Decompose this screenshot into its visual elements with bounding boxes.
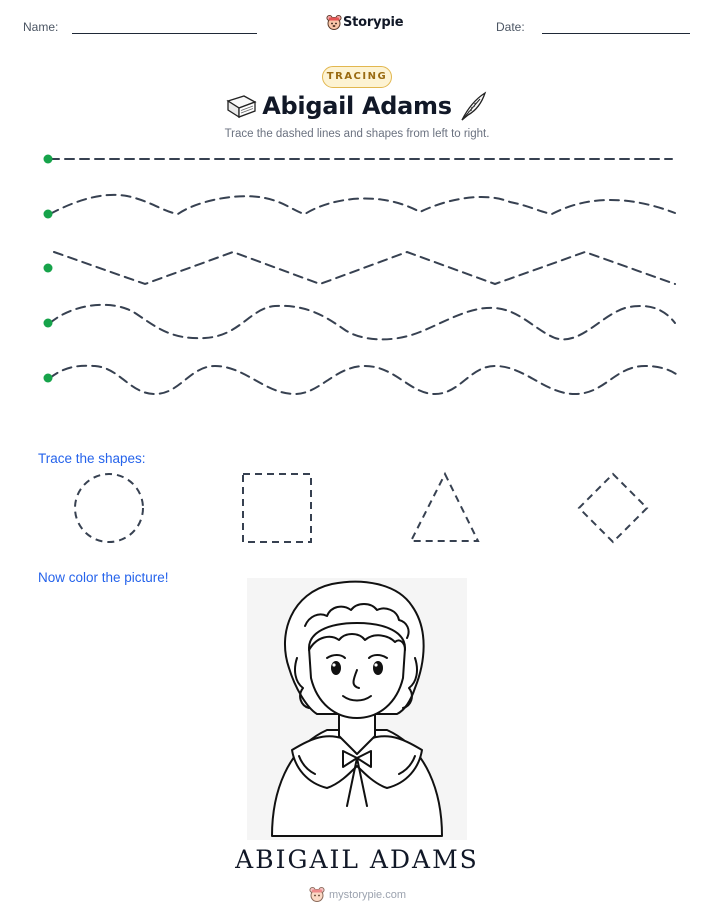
book-icon [224,93,258,121]
tracing-lines-area [0,140,714,400]
abigail-adams-portrait [247,578,467,840]
tracing-line-gentle-wave[interactable] [50,195,675,214]
trace-square[interactable] [243,474,311,542]
instructions-subtitle: Trace the dashed lines and shapes from left to right. [224,128,490,140]
start-dot-3 [44,264,53,273]
start-dot-4 [44,319,53,328]
brand-name: Storypie [343,15,404,30]
page-title: Abigail Adams [262,92,452,120]
quill-feather-icon [458,90,488,122]
trace-diamond[interactable] [579,474,647,542]
start-dot-1 [44,155,53,164]
footer-logo-icon [309,886,325,903]
name-label: Name: [23,20,59,34]
date-label: Date: [496,20,525,34]
picture-caption: ABIGAIL ADAMS [235,845,479,874]
tracing-line-wave[interactable] [50,305,675,340]
footer-url[interactable]: mystorypie.com [329,889,407,901]
shapes-section-label: Trace the shapes: [38,451,146,466]
tracing-shapes-area [0,465,714,555]
name-line[interactable] [72,33,257,34]
start-dot-2 [44,210,53,219]
coloring-picture[interactable] [247,578,467,840]
tracing-badge: TRACING [322,66,392,88]
tracing-line-bumpy-wave[interactable] [50,366,676,394]
trace-circle[interactable] [75,474,143,542]
tracing-line-zigzag[interactable] [54,252,675,284]
trace-triangle[interactable] [411,474,478,541]
bear-logo-icon [326,14,342,31]
date-line[interactable] [542,33,690,34]
color-section-label: Now color the picture! [38,570,169,585]
start-dot-5 [44,374,53,383]
brand-logo [326,14,342,31]
